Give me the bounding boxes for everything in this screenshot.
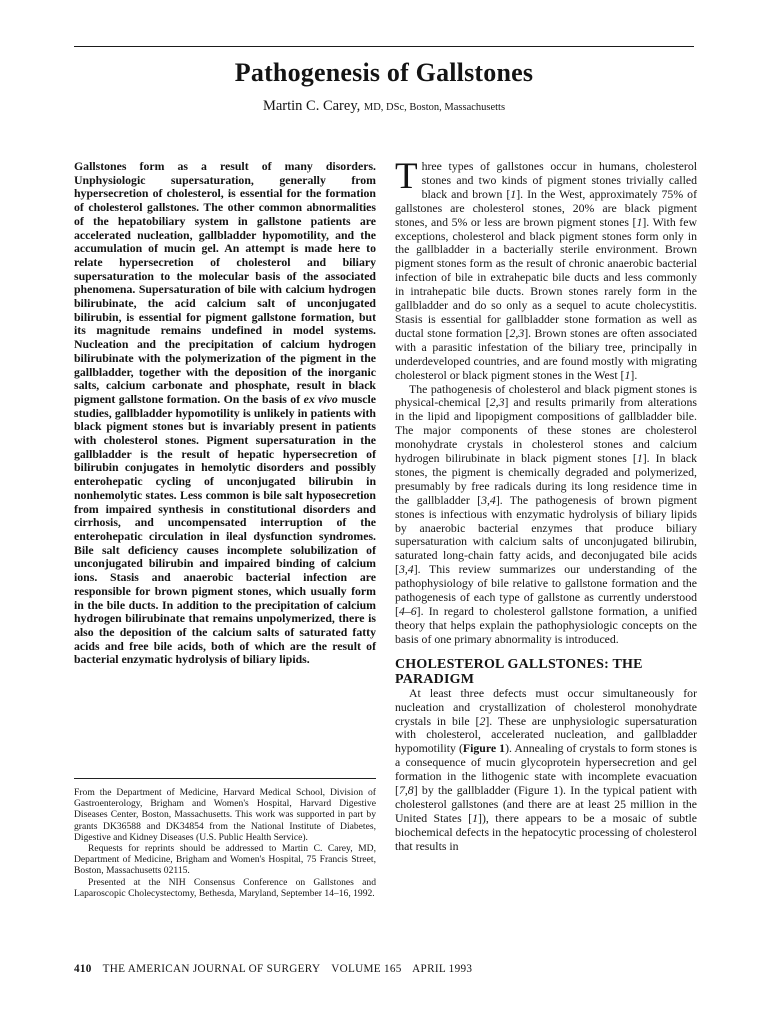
journal-volume: VOLUME 165 [331, 963, 402, 975]
citation: 2,3 [489, 395, 505, 410]
page-number: 410 [74, 963, 92, 975]
citation: 2 [479, 713, 486, 728]
footnote-affiliation: From the Department of Medicine, Harvard Medical School, Division of Gastroenterology, Brigham and Women's Hospital, Harvard Digestive Diseases Center, Boston, Massachusetts. This work was supported in part by grants DK36588 and DK34854 from the National Institute of Diabetes, Digestive and Kidney Diseases (U.S. Public Health Service). [74, 787, 376, 843]
citation: 1 [636, 451, 643, 466]
pathogenesis-paragraph: The pathogenesis of cholesterol and black pigment stones is physical-chemical [2,3] and results primarily from alterations in the lipid and lipopigment compositions of gallbladder bile. The major components of these stones are cholesterol monohydrate crystals in cholesterol stones and calcium hydrogen bilirubinate in black pigment stones [1]. In black stones, the pigment is chemically degraded and polymerized, presumably by free radicals during its long residence time in the gallbladder [3,4]. The pathogenesis of brown pigment stones is infectious with enzymatic hydrolysis of biliary lipids by anaerobic bacterial enzymes that produce biliary supersaturation with calcium salts of unconjugated bilirubin, saturated long-chain fatty acids, and deconjugated bile acids [3,4]. This review summarizes our understanding of the pathophysiology of bile relative to gallstone formation and the pathogenesis of each type of gallstone as currently understood [4–6]. In regard to cholesterol gallstone formation, a unified theory that helps explain the pathophysiologic concepts on the basis of one primary abnormality is introduced. [395, 381, 697, 646]
citation: 1 [510, 186, 517, 201]
abstract-text-a: Gallstones form as a result of many disorders. Unphysiologic supersaturation, generally from hypersecretion of cholesterol, is essential for the formation of cholesterol gallstones. The other common abnormalities of the hepatobiliary system in gallstone patients are accelerated nucleation, gallbladder hypomotility, and the accumulation of mucin gel. An attempt is made here to relate hypersecretion of cholesterol and biliary supersaturation to the molecular basis of the associated phenomena. Supersaturation of bile with calcium hydrogen bilirubinate, the acid calcium salt of unconjugated bilirubin, is essential for pigment gallstone formation, but its magnitude remains undefined in model systems. Nucleation and the precipitation of calcium hydrogen bilirubinate with the polymerization of the pigment in the gallbladder, together with the deposition of the inorganic salts, calcium carbonate and phosphate, result in black pigment gallstone formation. On the basis of [74, 159, 376, 406]
footnote-presented: Presented at the NIH Consensus Conference on Gallstones and Laparoscopic Cholecystectomy, Bethesda, Maryland, September 14–16, 1992. [74, 876, 376, 899]
left-column [74, 160, 376, 667]
drop-cap: T [395, 156, 418, 197]
citation: 3,4 [398, 562, 414, 577]
article-title: Pathogenesis of Gallstones [234, 58, 534, 87]
citation: 2,3 [509, 325, 525, 340]
citation: 1 [472, 810, 479, 825]
footnote-reprints: Requests for reprints should be addressed to Martin C. Carey, MD, Department of Medicine, Brigham and Women's Hospital, 75 Francis Street, Boston, Massachusetts 02115. [74, 843, 376, 877]
right-column [395, 156, 697, 854]
author-credentials: MD, DSc, Boston, Massachusetts [363, 102, 506, 113]
figure-reference[interactable]: Figure 1 [462, 741, 506, 756]
section-heading: CHOLESTEROL GALLSTONES: THE PARADIGM [395, 656, 643, 687]
byline [0, 98, 768, 115]
journal-date: APRIL 1993 [412, 963, 473, 975]
footnote-rule [74, 778, 376, 779]
citation: 4–6 [398, 604, 417, 618]
intro-paragraph: Three types of gallstones occur in humans, cholesterol stones and two kinds of pigment stones trivially called black and brown [1]. In the West, approximately 75% of gallstones are cholesterol stones, 20% are black pigment stones, and 5% or less are brown pigment stones [1]. With few exceptions, cholesterol and black pigment stones form only in the gallbladder in a bacterially sterile environment. Brown pigment stones form as the result of chronic anaerobic bacterial infection of bile in extrahepatic bile ducts and less commonly in intrahepatic bile ducts. Brown stones rarely form in the gallbladder and do so only as a sequel to acute cholecystitis. Stasis is essential for gallbladder stone formation as well as ductal stone formation [2,3]. Brown stones are often associated with a parasitic infestation of the biliary tree, principally in underdeveloped countries, and are found mostly with migrating cholesterol or black pigment stones in the West [1]. [395, 156, 697, 382]
journal-name: THE AMERICAN JOURNAL OF SURGERY [102, 963, 321, 975]
header-rule [74, 46, 694, 47]
abstract-italic: ex vivo [303, 391, 338, 406]
page-footer [74, 963, 472, 975]
citation: 7,8 [398, 783, 414, 798]
citation: 1 [624, 367, 631, 382]
citation: 1 [636, 214, 643, 229]
citation: 3,4 [481, 492, 496, 507]
abstract [74, 160, 376, 667]
abstract-text-b: muscle studies, gallbladder hypomotility is unlikely in patients with black pigment stones but is invariably present in patients with cholesterol stones. Pigment supersaturation in the gallbladder is the result of hepatic hypersecretion of bilirubin conjugates in hemolytic disorders and possibly enterohepatic cycling of unconjugated bilirubin in nonhemolytic states. Less common is bile salt hyposecretion from impaired synthesis in constitutional disorders and cirrhosis, and uncompensated interruption of the enterohepatic circulation in ileal dysfunction syndromes. Bile salt deficiency causes incomplete solubilization of unconjugated bilirubin and impaired binding of calcium ions. Stasis and anaerobic bacterial infection are responsible for brown pigment stones, which usually form in the bile ducts. In addition to the precipitation of calcium hydrogen bilirubinate that remains unpolymerized, there is also the deposition of the calcium salts of saturated fatty acids and free bile acids, both of which are the result of bacterial enzymatic hydrolysis of biliary lipids. [74, 391, 376, 667]
affiliation-footnote [74, 787, 376, 899]
author-name: Martin C. Carey, [262, 98, 361, 114]
paradigm-paragraph: At least three defects must occur simultaneously for nucleation and crystallization of cholesterol monohydrate crystals in bile [2]. These are unphysiologic supersaturation with cholesterol, accelerated nucleation, and gallbladder hypomotility (Figure 1). Annealing of crystals to form stones is a consequence of mucin glycoprotein hypersecretion and gel formation in the lithogenic state with incomplete evacuation [7,8] by the gallbladder (Figure 1). In the typical patient with cholesterol gallstones (and there are at least 25 million in the United States [1]), there appears to be a mosaic of subtle biochemical defects in the hepatocytic processing of cholesterol that results in [395, 685, 697, 853]
